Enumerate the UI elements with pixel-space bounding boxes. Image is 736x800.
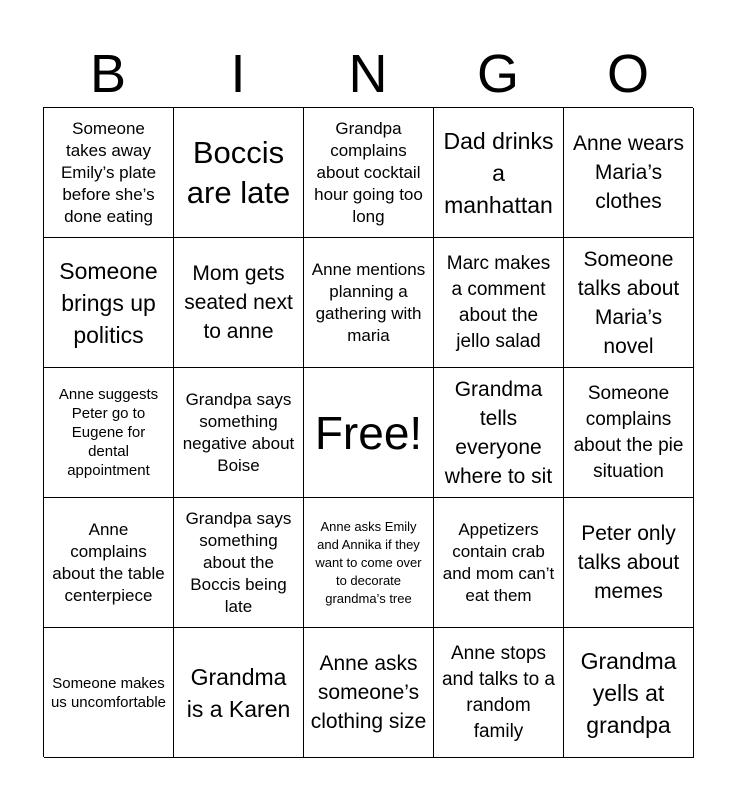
header-letter-g: G (476, 44, 519, 104)
bingo-cell[interactable] (564, 108, 694, 238)
cell-text: Grandma tells everyone where to sit (444, 377, 553, 488)
cell-text: Someone makes us uncomfortable (50, 674, 167, 711)
bingo-cell[interactable] (44, 238, 174, 368)
cell-text: Someone talks about Maria’s novel (577, 247, 680, 358)
bingo-cell[interactable] (174, 108, 304, 238)
cell-text: Grandma is a Karen (186, 663, 291, 722)
free-space-cell[interactable] (304, 368, 434, 498)
cell-text: Marc makes a comment about the jello salad (446, 252, 551, 352)
cell-text: Someone brings up politics (59, 257, 158, 348)
bingo-grid (43, 107, 693, 757)
cell-text: Anne asks someone’s clothing size (310, 652, 427, 733)
cell-text: Anne complains about the table centerpiece (52, 519, 165, 605)
bingo-cell[interactable] (434, 498, 564, 628)
cell-text: Grandpa says something negative about Boise (182, 389, 295, 475)
cell-text: Grandma yells at grandpa (580, 647, 677, 738)
cell-text: Anne stops and talks to a random family (441, 642, 556, 742)
cell-text: Anne suggests Peter go to Eugene for dental appointment (58, 386, 159, 479)
bingo-cell[interactable] (174, 238, 304, 368)
header-letter-i: I (230, 44, 246, 104)
header-letter-n: N (348, 44, 388, 104)
header-letter-o: O (606, 44, 649, 104)
cell-text: Grandpa says something about the Boccis being late (185, 508, 292, 616)
cell-text: Boccis are late (186, 134, 291, 210)
cell-text: Someone complains about the pie situation (573, 382, 684, 482)
header-letter-b: B (89, 44, 127, 104)
cell-text: Anne mentions planning a gathering with maria (311, 259, 426, 345)
cell-text: Dad drinks a manhattan (443, 127, 554, 218)
bingo-cell[interactable] (44, 108, 174, 238)
cell-text: Grandpa complains about cocktail hour going too long (314, 118, 423, 226)
bingo-header (43, 40, 693, 108)
bingo-cell[interactable] (564, 238, 694, 368)
free-space-text: Free! (314, 406, 423, 459)
bingo-cell[interactable] (434, 238, 564, 368)
bingo-cell[interactable] (434, 368, 564, 498)
bingo-cell[interactable] (44, 498, 174, 628)
bingo-cell[interactable] (304, 108, 434, 238)
cell-text: Anne asks Emily and Annika if they want to come over to decorate grandma’s tree (315, 518, 422, 606)
bingo-cell[interactable] (174, 628, 304, 758)
bingo-cell[interactable] (44, 628, 174, 758)
bingo-cell[interactable] (564, 498, 694, 628)
cell-text: Someone takes away Emily’s plate before she’s done eating (60, 118, 157, 226)
bingo-cell[interactable] (304, 628, 434, 758)
cell-text: Anne wears Maria’s clothes (573, 132, 684, 213)
cell-text: Peter only talks about memes (577, 522, 680, 603)
cell-text: Mom gets seated next to anne (184, 262, 293, 343)
bingo-cell[interactable] (434, 628, 564, 758)
bingo-cell[interactable] (304, 498, 434, 628)
bingo-cell[interactable] (564, 628, 694, 758)
bingo-cell[interactable] (304, 238, 434, 368)
cell-text: Appetizers contain crab and mom can’t eat them (442, 519, 555, 605)
bingo-cell[interactable] (174, 368, 304, 498)
bingo-cell[interactable] (434, 108, 564, 238)
bingo-cell[interactable] (44, 368, 174, 498)
bingo-cell[interactable] (564, 368, 694, 498)
bingo-cell[interactable] (174, 498, 304, 628)
